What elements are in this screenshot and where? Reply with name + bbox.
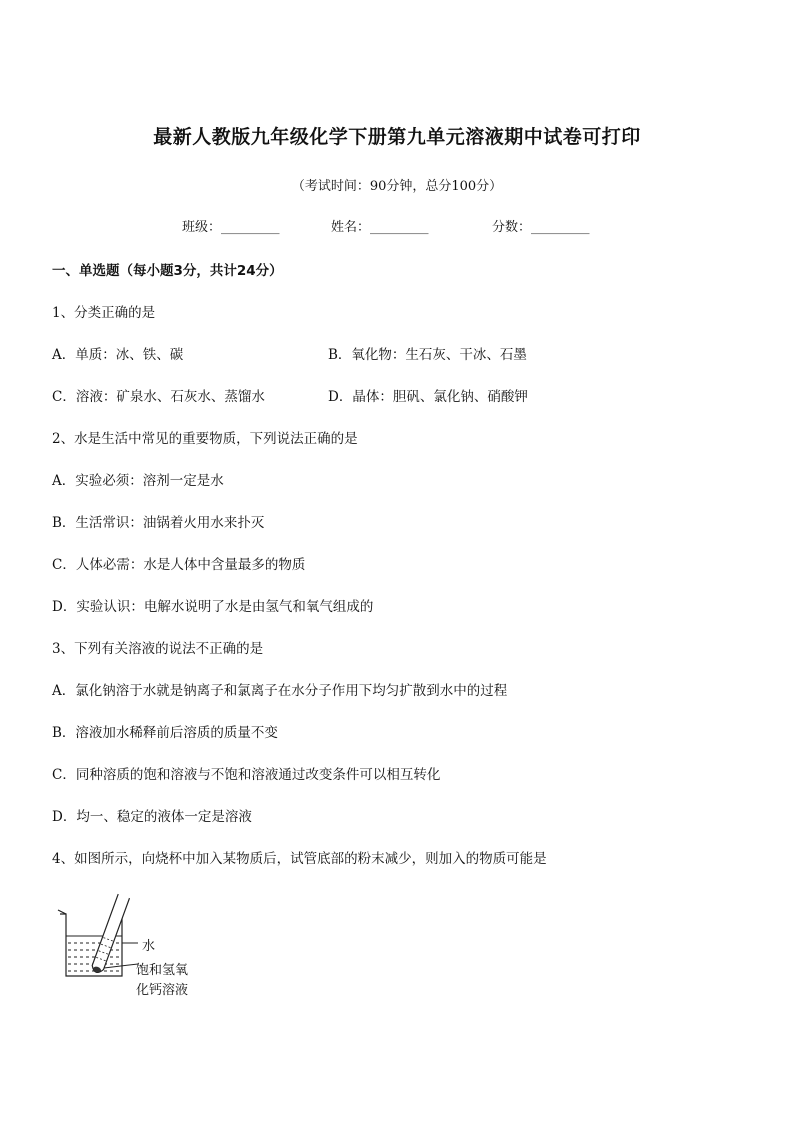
label-solution-line2: 化钙溶液 <box>136 983 189 998</box>
question-3-option-d[interactable]: D．均一、稳定的液体一定是溶液 <box>52 809 252 825</box>
label-solution-line1: 饱和氢氧 <box>136 963 189 978</box>
question-1-option-d[interactable]: D．晶体：胆矾、氯化钠、硝酸钾 <box>328 389 528 405</box>
question-4-stem: 4、如图所示，向烧杯中加入某物质后，试管底部的粉末减少，则加入的物质可能是 <box>52 851 547 867</box>
page-title: 最新人教版九年级化学下册第九单元溶液期中试卷可打印 <box>153 126 641 148</box>
question-2-option-d[interactable]: D．实验认识：电解水说明了水是由氢气和氧气组成的 <box>52 599 374 615</box>
question-2-option-a[interactable]: A．实验必须：溶剂一定是水 <box>52 473 224 489</box>
question-3-stem: 3、下列有关溶液的说法不正确的是 <box>52 641 264 657</box>
question-1-option-a[interactable]: A．单质：冰、铁、碳 <box>52 347 184 363</box>
label-water: 水 <box>142 939 156 954</box>
question-2-option-c[interactable]: C．人体必需：水是人体中含量最多的物质 <box>52 557 306 573</box>
question-1-stem: 1、分类正确的是 <box>52 305 156 321</box>
question-3-option-a[interactable]: A．氯化钠溶于水就是钠离子和氯离子在水分子作用下均匀扩散到水中的过程 <box>52 683 508 699</box>
section-heading: 一、单选题（每小题3分，共计24分） <box>52 263 283 279</box>
question-2-stem: 2、水是生活中常见的重要物质，下列说法正确的是 <box>52 431 358 447</box>
name-field[interactable]: 姓名：_________ <box>331 220 429 235</box>
question-1-option-c[interactable]: C．溶液：矿泉水、石灰水、蒸馏水 <box>52 389 265 405</box>
score-field[interactable]: 分数：_________ <box>492 220 590 235</box>
solution-leader-line <box>104 964 138 968</box>
question-3-option-b[interactable]: B．溶液加水稀释前后溶质的质量不变 <box>52 725 278 741</box>
question-2-option-b[interactable]: B．生活常识：油锅着火用水来扑灭 <box>52 515 265 531</box>
exam-subtitle: （考试时间：90分钟，总分100分） <box>291 179 503 194</box>
beaker-figure <box>52 890 212 1000</box>
class-field[interactable]: 班级：_________ <box>182 220 280 235</box>
question-3-option-c[interactable]: C．同种溶质的饱和溶液与不饱和溶液通过改变条件可以相互转化 <box>52 767 441 783</box>
question-1-option-b[interactable]: B．氧化物：生石灰、干冰、石墨 <box>328 347 527 363</box>
test-tube <box>91 894 130 974</box>
